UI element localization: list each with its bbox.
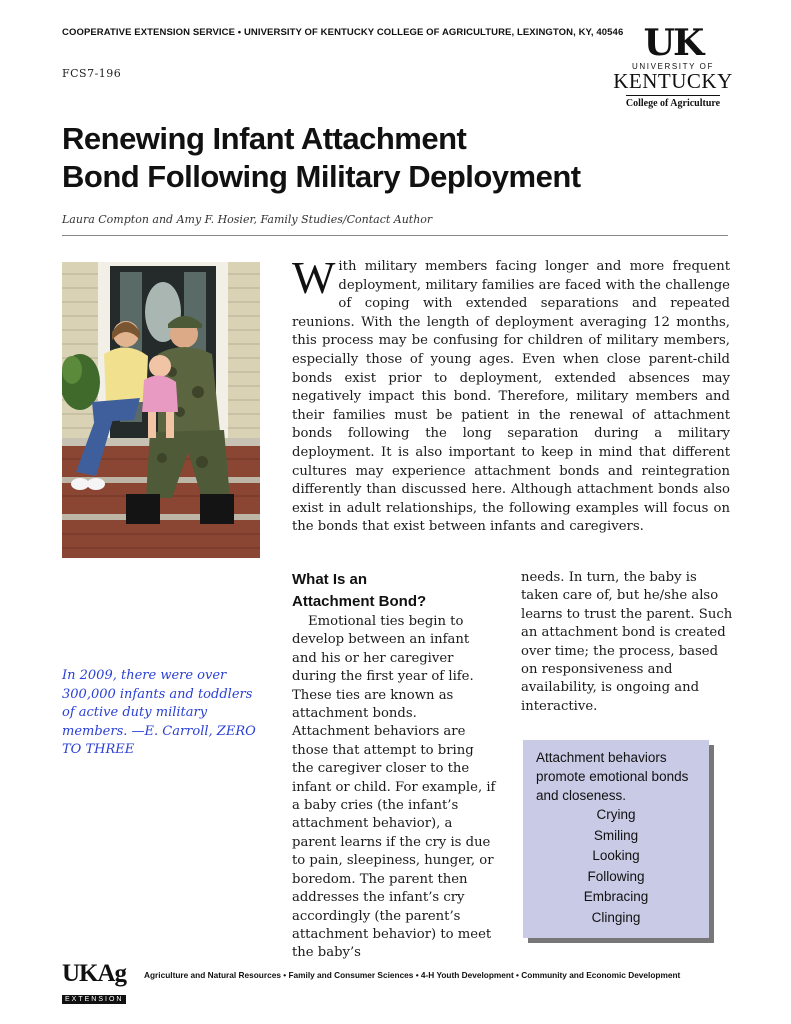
university-of-kentucky-logo — [612, 22, 734, 109]
body-column-middle: Emotional ties begin to develop between an infant and his or her caregiver during the first year of life. These ties are known as attachment bonds. Attachment behaviors are those that attempt to bring the caregiver closer to the infant or child. For example, if a baby cries (the infant’s attachment behavior), a parent learns if the cry is due to pain, sleepiness, hunger, or boredom. The parent then addresses the infant’s cry accordingly (the parent’s attachment behavior) to meet the baby’s — [292, 614, 496, 961]
sidebar-item: Embracing — [583, 889, 649, 905]
uk-logo-mark: UK — [643, 22, 703, 64]
sidebar-item: Looking — [592, 848, 640, 864]
sidebar-item: Crying — [596, 807, 636, 822]
section-heading — [292, 569, 492, 613]
body-column-right: needs. In turn, the baby is taken care of, but he/she also learns to trust the parent. Such an attachment bond is created over time; the process, based on responsiveness and availability, is ongoing and interactive. — [521, 570, 733, 714]
authors-line: Laura Compton and Amy F. Hosier, Family Studies/Contact Author — [62, 213, 433, 226]
header-divider — [62, 235, 728, 236]
sidebar-item: Clinging — [591, 909, 641, 925]
logo-university-of: UNIVERSITY OF — [632, 62, 714, 71]
family-photo-illustration — [62, 262, 260, 558]
footer-programs: Agriculture and Natural Resources • Family and Consumer Sciences • 4-H Youth Development • Community and Economic Development — [144, 970, 681, 980]
document-number: FCS7-196 — [62, 67, 122, 80]
sidebar-item: Smiling — [593, 827, 639, 843]
drop-cap: W — [292, 252, 336, 303]
extension-service-header: COOPERATIVE EXTENSION SERVICE • UNIVERSITY OF KENTUCKY COLLEGE OF AGRICULTURE, LEXINGTON, KY, 40546 — [62, 27, 624, 38]
pull-quote: In 2009, there were over 300,000 infants and toddlers of active duty military members. —E. Carroll, ZERO TO THREE — [62, 668, 256, 758]
ukag-extension-logo — [62, 960, 130, 1003]
logo-kentucky: KENTUCKY — [613, 69, 733, 93]
intro-text: ith military members facing longer and more frequent deployment, military families are faced with the challenge of coping with extended separations and repeated reunions. With the length of deployment averaging 12 months, this process may be confusing for children of military members, especially those of young ages. Even when close parent-child bonds exist prior to deployment, extended absences may negatively impact this bond. Therefore, military members and their families must be patient in the renewal of attachment bonds following the long separation during a military deployment. It is also important to keep in mind that different cultures may experience attachment bonds and reintegration differently than discussed here. Although attachment bonds also exist in adult relationships, the following examples will focus on the bonds that exist between infants and caregivers. — [292, 259, 730, 535]
title-line-1: Renewing Infant Attachment — [62, 121, 467, 156]
section-heading-line-1: What Is an — [292, 571, 368, 588]
ukag-logo-text: UKAg — [62, 960, 127, 987]
extension-logo-text: EXTENSION — [62, 995, 126, 1004]
attachment-behaviors-sidebar — [523, 740, 709, 938]
section-heading-line-2: Attachment Bond? — [292, 593, 427, 610]
sidebar-item: Following — [587, 868, 645, 884]
intro-paragraph — [292, 252, 730, 537]
sidebar-intro: Attachment behaviors promote emotional bonds and closeness. — [536, 750, 689, 803]
logo-college: College of Agriculture — [626, 95, 720, 110]
family-photo — [62, 262, 260, 558]
page-title — [62, 120, 702, 196]
title-line-2: Bond Following Military Deployment — [62, 159, 581, 194]
